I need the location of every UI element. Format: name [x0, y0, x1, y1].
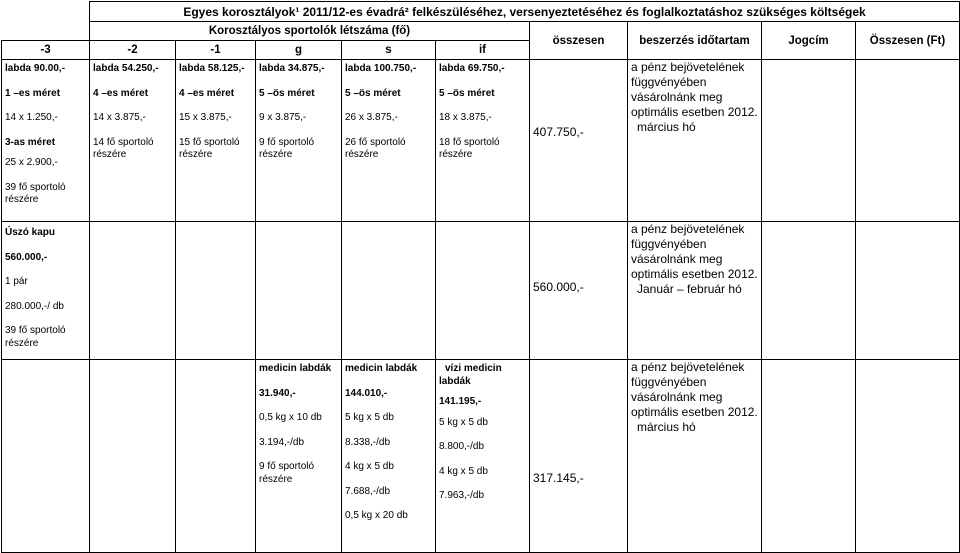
cell: [762, 60, 856, 222]
col-header: if: [436, 41, 530, 60]
total-ft-header: Összesen (Ft): [856, 22, 960, 60]
row-total: 407.750,-: [530, 60, 628, 222]
purchase-period-header: beszerzés időtartam: [628, 22, 762, 60]
cell: labda 58.125,- 4 –es méret 15 x 3.875,- 15 fő sportoló részére: [176, 60, 256, 222]
cell: labda 54.250,- 4 –es méret 14 x 3.875,- 14 fő sportoló részére: [90, 60, 176, 222]
cell: [856, 222, 960, 360]
legal-title-header: Jogcím: [762, 22, 856, 60]
cell: [436, 222, 530, 360]
purchase-period-note: a pénz bejövetelének függvényében vásárolnánk meg optimális esetben 2012. március hó: [628, 360, 762, 553]
cell: [762, 222, 856, 360]
cell: [856, 60, 960, 222]
cell: medicin labdák 31.940,- 0,5 kg x 10 db 3.194,-/db 9 fő sportoló részére: [256, 360, 342, 553]
cell: [90, 222, 176, 360]
col-header: -3: [2, 41, 90, 60]
age-group-header: Korosztályos sportolók létszáma (fő): [90, 22, 530, 41]
cell: vízi medicin labdák 141.195,- 5 kg x 5 db 8.800,-/db 4 kg x 5 db 7.963,-/db: [436, 360, 530, 553]
col-header: s: [342, 41, 436, 60]
cell: [256, 222, 342, 360]
table-row: [2, 60, 960, 222]
cell: labda 100.750,- 5 –ös méret 26 x 3.875,- 26 fő sportoló részére: [342, 60, 436, 222]
cell: medicin labdák 144.010,- 5 kg x 5 db 8.338,-/db 4 kg x 5 db 7.688,-/db 0,5 kg x 20 db: [342, 360, 436, 553]
cell: Úszó kapu 560.000,- 1 pár 280.000,-/ db 39 fő sportoló részére: [2, 222, 90, 360]
purchase-period-note: a pénz bejövetelének függvényében vásárolnánk meg optimális esetben 2012. március hó: [628, 60, 762, 222]
table-row: [2, 222, 960, 360]
cell: [342, 222, 436, 360]
cell: [176, 360, 256, 553]
row-total: 560.000,-: [530, 222, 628, 360]
col-header: -1: [176, 41, 256, 60]
purchase-period-note: a pénz bejövetelének függvényében vásárolnánk meg optimális esetben 2012. Január – február hó: [628, 222, 762, 360]
total-header: összesen: [530, 22, 628, 60]
cell: labda 90.00,- 1 –es méret 14 x 1.250,- 3-as méret 25 x 2.900,- 39 fő sportoló részére: [2, 60, 90, 222]
row-total: 317.145,-: [530, 360, 628, 553]
cell: [856, 360, 960, 553]
col-header: -2: [90, 41, 176, 60]
sheet-title: Egyes korosztályok¹ 2011/12-es évadrá² felkészüléséhez, versenyeztetéséhez és foglalkoztatáshoz szükséges költségek: [90, 2, 960, 22]
cell: labda 34.875,- 5 –ös méret 9 x 3.875,- 9 fő sportoló részére: [256, 60, 342, 222]
cell: [176, 222, 256, 360]
cell: [90, 360, 176, 553]
cell: labda 69.750,- 5 –ös méret 18 x 3.875,- 18 fő sportoló részére: [436, 60, 530, 222]
table-row: [2, 360, 960, 553]
cell: [2, 360, 90, 553]
cost-table: [1, 1, 960, 553]
col-header: g: [256, 41, 342, 60]
cell: [762, 360, 856, 553]
